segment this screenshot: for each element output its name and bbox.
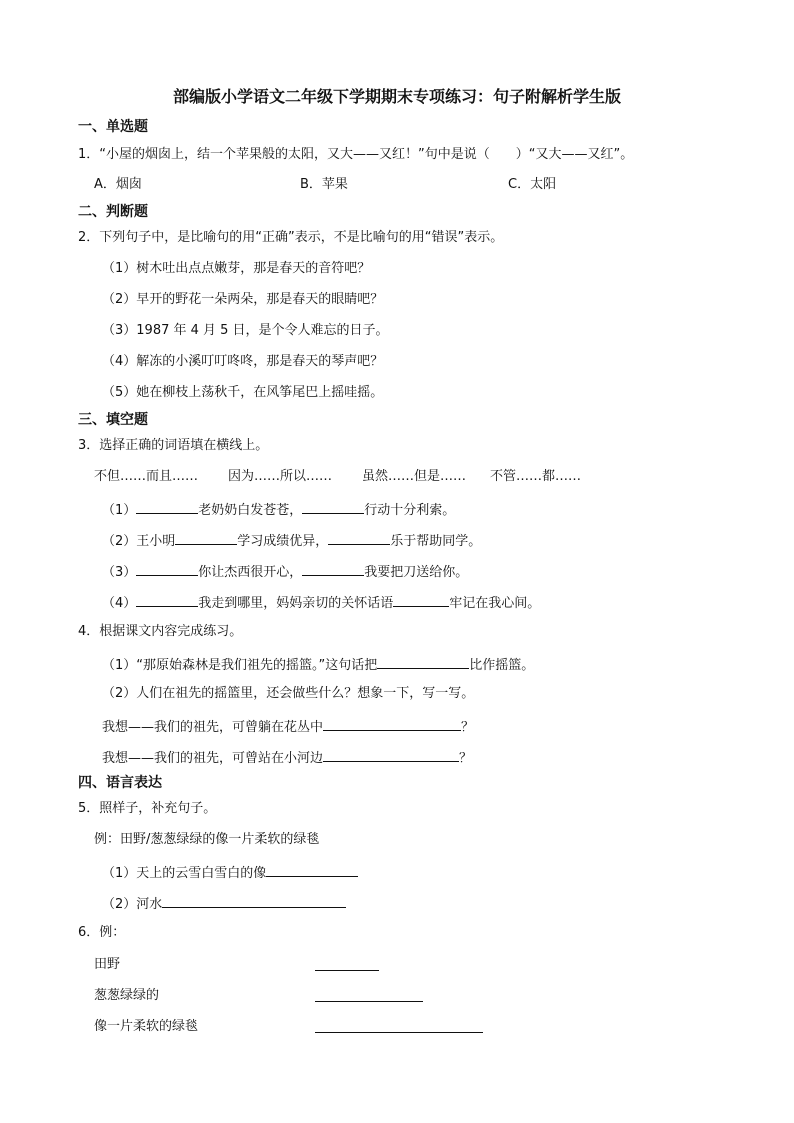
section-heading-language-expression: 四、语言表达 [78,775,162,791]
question-mark: ？ [459,751,473,766]
item-text: 牢记在我心间。 [449,596,541,611]
question-3-stem: 3．选择正确的词语填在横线上。 [78,438,269,453]
question-3-item-2 [102,530,481,551]
question-2-item-3: （3）1987 年 4 月 5 日，是个令人难忘的日子。 [102,323,389,338]
question-6-row-2: 葱葱绿绿的 [94,988,160,1003]
question-5-item-2 [102,893,346,914]
question-4-line-2 [102,747,472,768]
question-3-item-4 [102,592,540,613]
question-5-item-1 [102,862,358,883]
answer-blank[interactable] [323,716,461,731]
item-number: （3） [102,565,137,580]
answer-blank[interactable] [315,987,423,1002]
answer-blank[interactable] [315,956,379,971]
page-title: 部编版小学语文二年级下学期期末专项练习：句子附解析学生版 [172,87,621,106]
question-4-item-2: （2）人们在祖先的摇篮里，还会做些什么？想象一下，写一写。 [102,686,475,701]
question-3-item-1 [102,499,455,520]
question-6-row-3: 像一片柔软的绿毯 [94,1019,199,1034]
answer-blank[interactable] [136,561,198,576]
question-1-option-a[interactable]: A．烟囱 [94,177,142,192]
question-4-item-1 [102,654,534,675]
word-bank-item: 因为……所以…… [228,469,333,484]
question-5-example: 例：田野/葱葱绿绿的像一片柔软的绿毯 [94,832,320,847]
item-text: 我想——我们的祖先，可曾站在小河边 [102,751,324,766]
question-2-stem: 2．下列句子中，是比喻句的用“正确”表示，不是比喻句的用“错误”表示。 [78,230,504,245]
answer-blank[interactable] [302,499,364,514]
question-2-item-1: （1）树木吐出点点嫩芽，那是春天的音符吧？ [102,261,371,276]
item-text: 乐于帮助同学。 [390,534,482,549]
word-bank [94,468,581,486]
answer-blank[interactable] [162,893,346,908]
answer-blank[interactable] [377,654,469,669]
answer-blank[interactable] [266,862,358,877]
section-heading-single-choice: 一、单选题 [78,119,148,135]
question-mark: ？ [461,720,475,735]
question-6-row-1: 田野 [94,957,121,972]
item-text: 学习成绩优异， [237,534,329,549]
question-4-line-1 [102,716,474,737]
section-heading-judgment: 二、判断题 [78,204,148,220]
answer-blank[interactable] [136,592,198,607]
item-text: （2）河水 [102,897,163,912]
question-1-option-b[interactable]: B．苹果 [300,177,348,192]
item-text: 我想——我们的祖先，可曾躺在花丛中 [102,720,324,735]
item-text: 我走到哪里，妈妈亲切的关怀话语 [198,596,394,611]
answer-blank[interactable] [302,561,364,576]
answer-blank[interactable] [393,592,449,607]
word-bank-item: 虽然……但是…… [362,469,467,484]
item-number: （2）王小明 [102,534,176,549]
item-text: （1）天上的云雪白雪白的像 [102,866,267,881]
answer-blank[interactable] [136,499,198,514]
item-number: （1） [102,503,137,518]
answer-blank[interactable] [175,530,237,545]
section-heading-fill-in: 三、填空题 [78,412,148,428]
question-1-stem: 1．“小屋的烟囱上，结一个苹果般的太阳，又大——又红！”句中是说（ ）“又大——又红”。 [78,147,634,162]
item-text: 我要把刀送给你。 [364,565,469,580]
answer-blank[interactable] [328,530,390,545]
question-3-item-3 [102,561,468,582]
question-4-stem: 4．根据课文内容完成练习。 [78,624,243,639]
question-2-item-2: （2）早开的野花一朵两朵，那是春天的眼睛吧？ [102,292,384,307]
item-text: （1）“那原始森林是我们祖先的摇篮。”这句话把 [102,658,378,673]
question-2-item-4: （4）解冻的小溪叮叮咚咚，那是春天的琴声吧？ [102,354,384,369]
question-2-item-5: （5）她在柳枝上荡秋千，在风筝尾巴上摇哇摇。 [102,385,384,400]
item-number: （4） [102,596,137,611]
item-text: 你让杰西很开心， [198,565,303,580]
item-text: 行动十分利索。 [364,503,456,518]
answer-blank[interactable] [315,1018,483,1033]
question-5-stem: 5．照样子，补充句子。 [78,801,217,816]
item-text: 比作摇篮。 [469,658,535,673]
question-1-option-c[interactable]: C．太阳 [508,177,557,192]
question-6-stem: 6．例： [78,925,126,940]
word-bank-item: 不但……而且…… [94,469,199,484]
item-text: 老奶奶白发苍苍， [198,503,303,518]
answer-blank[interactable] [323,747,459,762]
word-bank-item: 不管……都…… [490,469,582,484]
